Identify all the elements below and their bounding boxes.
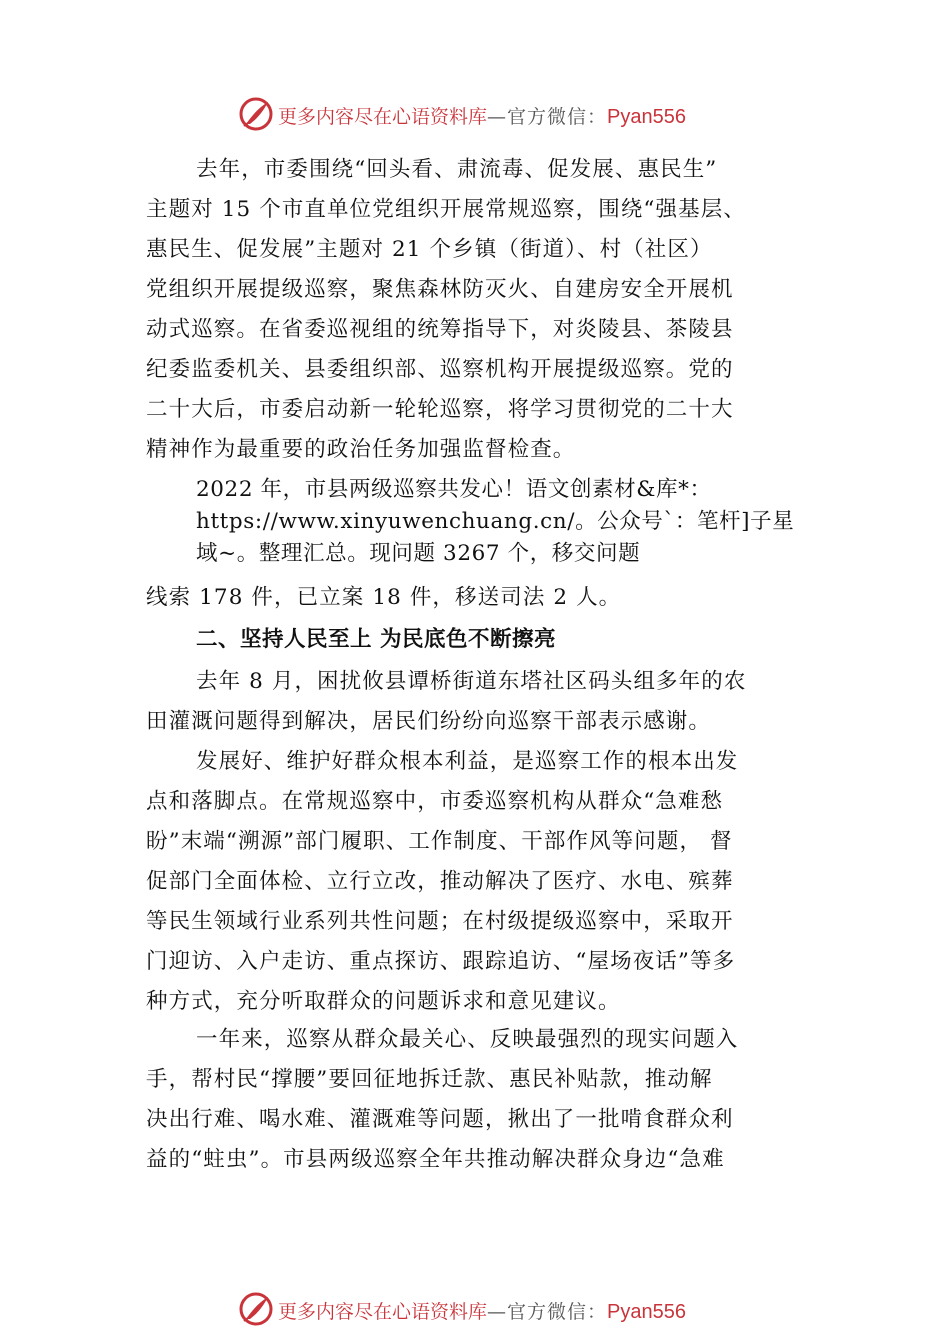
banner-site-name: 更多内容尽在心语资料库 (278, 106, 488, 128)
text-line: 决出行难、喝水难、灌溉难等问题，揪出了一批啃食群众利 (146, 1107, 734, 1132)
banner-dash: — (487, 1301, 508, 1323)
banner-wechat-label: 官方微信： (507, 106, 608, 128)
text-line: 盼”末端“溯源”部门履职、工作制度、干部作风等问题， 督 (146, 829, 733, 854)
quill-logo-icon (238, 96, 274, 132)
text-line: 精神作为最重要的政治任务加强监督检查。 (146, 437, 576, 462)
text-line: 2022 年，市县两级巡察共发心！语文创素材&库*： (196, 477, 712, 502)
banner-site-name: 更多内容尽在心语资料库 (278, 1301, 488, 1323)
banner-text (278, 102, 686, 129)
text-line: 田灌溉问题得到解决，居民们纷纷向巡察干部表示感谢。 (146, 709, 712, 734)
text-line: 益的“蛀虫”。市县两级巡察全年共推动解决群众身边“急难 (146, 1147, 725, 1172)
text-line: 点和落脚点。在常规巡察中，市委巡察机构从群众“急难愁 (146, 789, 724, 814)
banner-wechat-label: 官方微信： (507, 1301, 608, 1323)
text-line: 线索 178 件，已立案 18 件，移送司法 2 人。 (146, 585, 622, 610)
text-line: 主题对 15 个市直单位党组织开展常规巡察，围绕“强基层、 (146, 197, 746, 222)
banner-account: Pyan556 (607, 106, 686, 128)
text-line: 惠民生、促发展”主题对 21 个乡镇（街道）、村（社区） (146, 237, 713, 262)
text-line: 去年 8 月，困扰攸县谭桥街道东塔社区码头组多年的农 (196, 669, 747, 694)
text-line: 发展好、维护好群众根本利益，是巡察工作的根本出发 (196, 749, 739, 774)
text-line: 一年来，巡察从群众最关心、反映最强烈的现实问题入 (196, 1027, 739, 1052)
text-line: 种方式，充分听取群众的问题诉求和意见建议。 (146, 989, 621, 1014)
text-line: 党组织开展提级巡察，聚焦森林防灭火、自建房安全开展机 (146, 277, 734, 302)
header-banner (0, 92, 950, 136)
text-line: 域~。整理汇总。现问题 3267 个，移交问题 (196, 541, 641, 566)
banner-account: Pyan556 (607, 1301, 686, 1323)
text-line: 纪委监委机关、县委组织部、巡察机构开展提级巡察。党的 (146, 357, 734, 382)
text-line: 手，帮村民“撑腰”要回征地拆迁款、惠民补贴款，推动解 (146, 1067, 713, 1092)
text-line: 门迎访、入户走访、重点探访、跟踪追访、“屋场夜话”等多 (146, 949, 736, 974)
footer-banner (0, 1287, 950, 1331)
banner-dash: — (487, 106, 508, 128)
text-line: 促部门全面体检、立行立改，推动解决了医疗、水电、殡葬 (146, 869, 734, 894)
text-line: 二十大后，市委启动新一轮轮巡察，将学习贯彻党的二十大 (146, 397, 734, 422)
text-line: 等民生领域行业系列共性问题；在村级提级巡察中，采取开 (146, 909, 734, 934)
text-line: 去年，市委围绕“回头看、肃流毒、促发展、惠民生” (196, 157, 718, 182)
quill-logo-icon (238, 1291, 274, 1327)
section-heading: 二、坚持人民至上 为民底色不断擦亮 (196, 627, 556, 652)
text-line: https://www.xinyuwenchuang.cn/。公众号`：笔杆]子星 (196, 509, 795, 534)
banner-text (278, 1297, 686, 1324)
text-line: 动式巡察。在省委巡视组的统筹指导下，对炎陵县、茶陵县 (146, 317, 734, 342)
